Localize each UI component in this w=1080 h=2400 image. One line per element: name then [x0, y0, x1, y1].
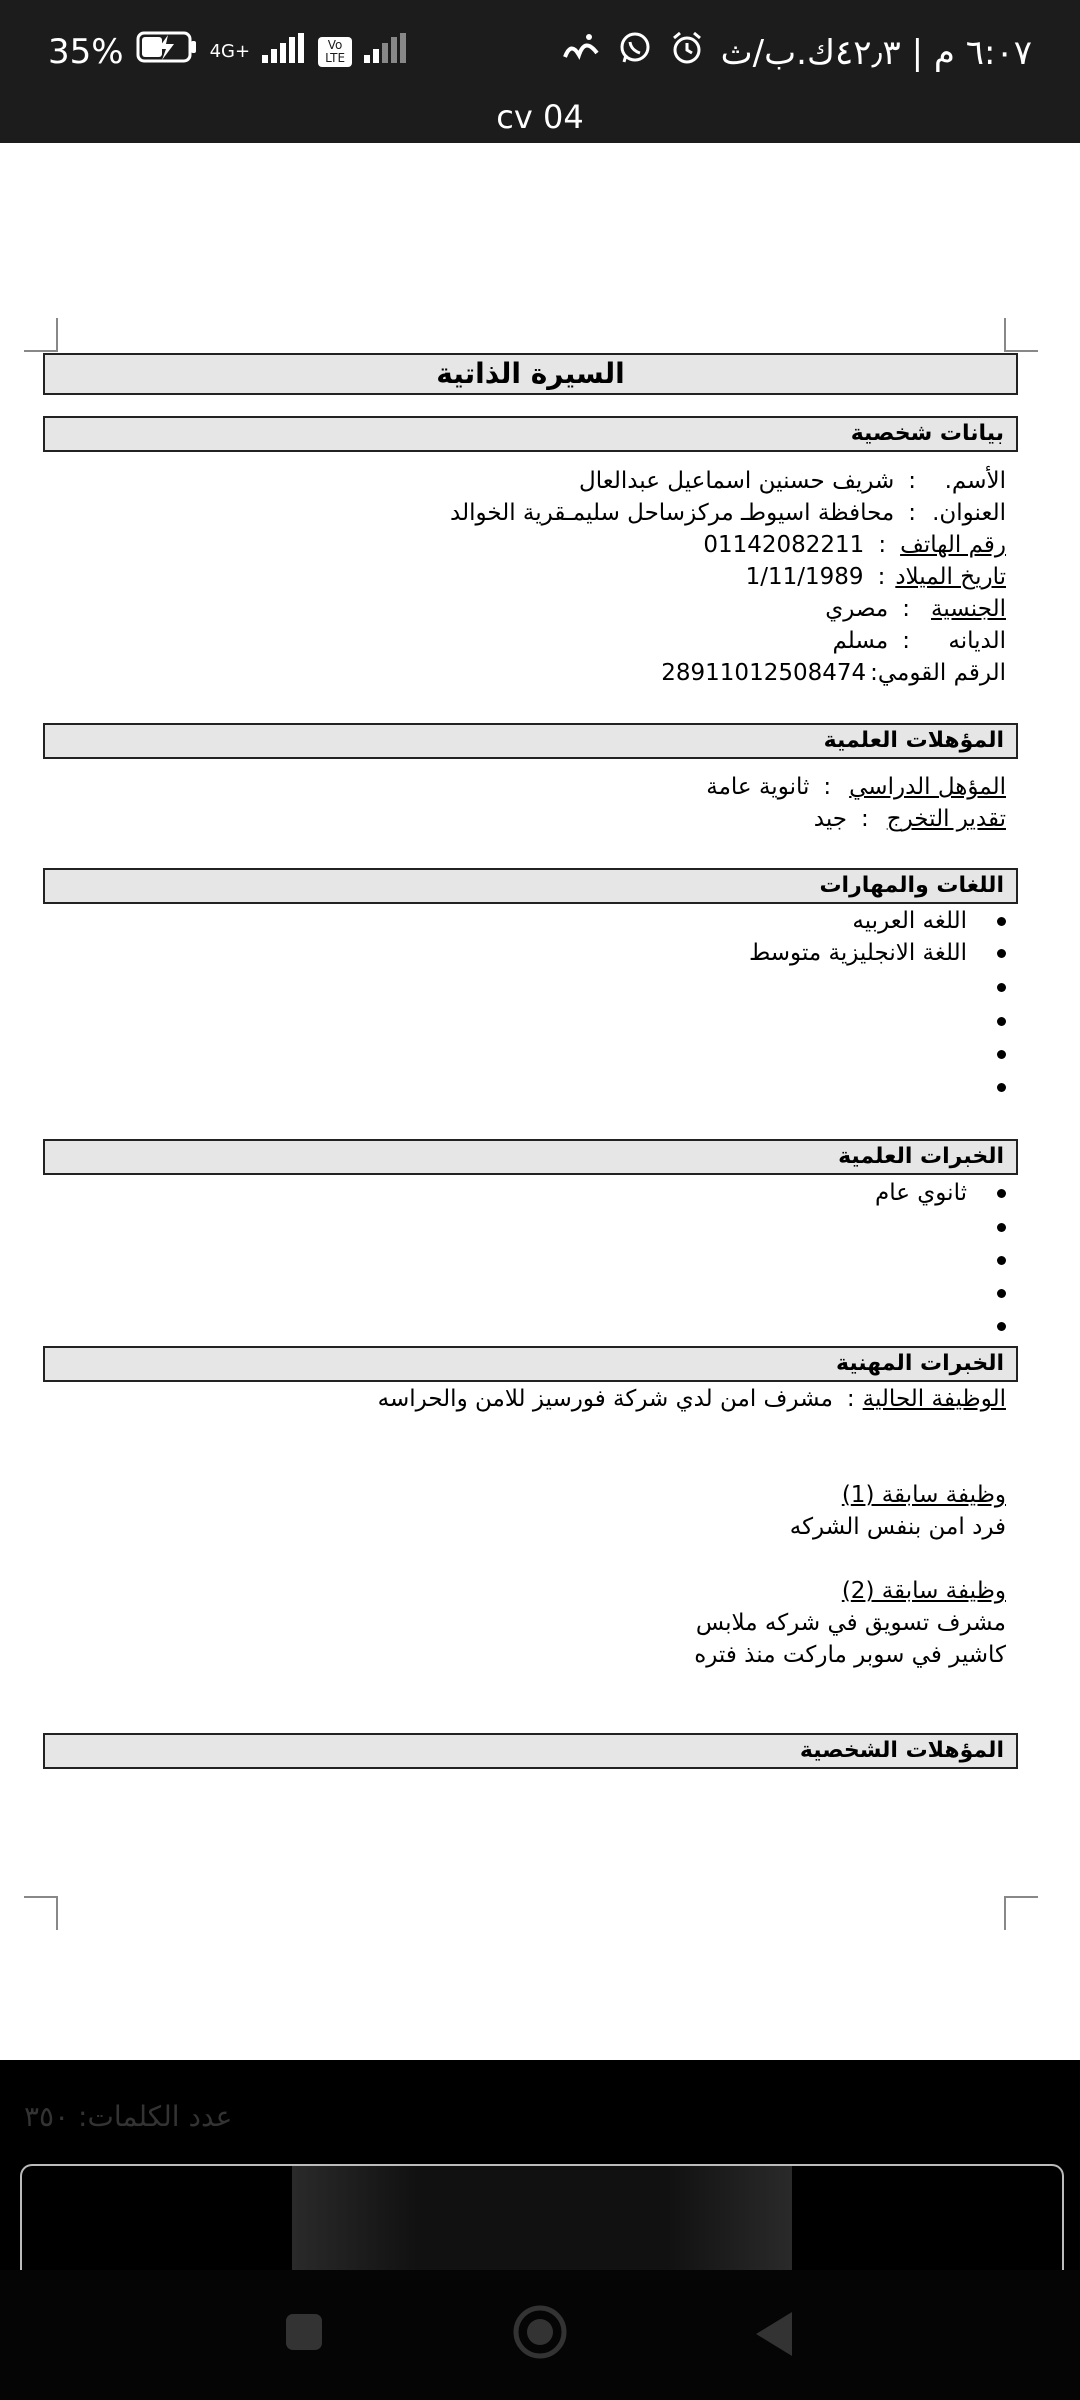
list-item	[967, 1244, 1006, 1276]
list-item	[852, 905, 1006, 937]
field-value: شريف حسنين اسماعيل عبدالعال	[579, 468, 895, 494]
list-item	[967, 1277, 1006, 1309]
signal-weak-icon	[364, 31, 408, 72]
whatsapp-icon	[617, 30, 653, 75]
list-item	[967, 1038, 1006, 1070]
field-value: 28911012508474	[661, 660, 867, 686]
section-education-heading: المؤهلات العلمية	[43, 723, 1018, 759]
status-bar	[0, 0, 1080, 95]
network-type: 4G+	[209, 41, 251, 62]
list-item	[967, 1071, 1006, 1103]
recents-icon[interactable]	[282, 2310, 326, 2358]
clock: ٦:٠٧ م | ٤٢٫٣ك.ب/ث	[720, 32, 1032, 73]
section-professional-heading: الخبرات المهنية	[43, 1346, 1018, 1382]
section-personal-quals-heading: المؤهلات الشخصية	[43, 1733, 1018, 1769]
volte-icon	[318, 37, 352, 67]
field-separator: :	[908, 468, 916, 494]
word-count: عدد الكلمات: ٣٥٠	[24, 2100, 233, 2133]
education-row-grade	[814, 803, 1006, 835]
list-item	[749, 937, 1006, 969]
list-item	[967, 971, 1006, 1003]
list-item-text: اللغه العربيه	[852, 908, 967, 934]
navigation-bar	[0, 2270, 1080, 2400]
bullet-icon	[997, 949, 1006, 958]
bullet-icon	[997, 1322, 1006, 1331]
document-title: cv 04	[496, 98, 584, 136]
list-item-text: ثانوي عام	[875, 1180, 967, 1206]
list-item	[967, 1005, 1006, 1037]
bullet-icon	[997, 1289, 1006, 1298]
personal-row-religion	[832, 625, 1006, 657]
field-label: تاريخ الميلاد	[895, 564, 1006, 590]
field-label: الأسم.	[944, 468, 1006, 494]
personal-row-address	[450, 497, 1006, 529]
field-label: الرقم القومي	[877, 660, 1006, 686]
previous-job-2-label: وظيفة سابقة (2)	[841, 1578, 1006, 1604]
field-label: الوظيفة الحالية	[862, 1386, 1006, 1412]
field-value: مشرف امن لدي شركة فورسيز للامن والحراسه	[377, 1386, 833, 1412]
field-separator: :	[846, 1386, 855, 1412]
battery-charging-icon	[136, 30, 198, 73]
previous-job-2-line: كاشير في سوبر ماركت منذ فتره	[694, 1642, 1006, 1668]
bullet-icon	[997, 1189, 1006, 1198]
field-separator: :	[878, 532, 887, 558]
bullet-icon	[997, 1050, 1006, 1059]
field-label: رقم الهاتف	[900, 532, 1006, 558]
field-separator: :	[908, 500, 916, 526]
keyboard-preview[interactable]	[20, 2164, 1064, 2276]
field-label: العنوان.	[932, 500, 1006, 526]
bullet-icon	[997, 1083, 1006, 1092]
field-separator: :	[861, 806, 869, 832]
field-value: ثانوية عامة	[706, 774, 810, 800]
personal-row-birthdate	[746, 561, 1006, 593]
field-value: مسلم	[832, 628, 889, 654]
field-value: 1/11/1989	[745, 564, 864, 590]
bullet-icon	[997, 983, 1006, 992]
crop-mark-top-right	[1004, 318, 1038, 352]
personal-row-nationality	[825, 593, 1006, 625]
list-item	[967, 1211, 1006, 1243]
app-icon	[561, 31, 601, 74]
personal-row-name	[579, 465, 1006, 497]
section-languages-heading: اللغات والمهارات	[43, 868, 1018, 904]
bullet-icon	[997, 1223, 1006, 1232]
education-row-degree	[706, 771, 1006, 803]
signal-icon	[262, 31, 306, 72]
field-value: 01142082211	[703, 532, 865, 558]
field-separator: :	[902, 596, 910, 622]
keyboard-preview-blurred	[292, 2166, 792, 2276]
field-separator: :	[902, 628, 910, 654]
list-item	[967, 1310, 1006, 1342]
home-icon[interactable]	[512, 2304, 568, 2364]
bullet-icon	[997, 1017, 1006, 1026]
back-icon[interactable]	[752, 2310, 796, 2362]
field-separator: :	[877, 564, 886, 590]
field-separator: :	[870, 660, 878, 686]
field-value: مصري	[825, 596, 889, 622]
field-value: جيد	[813, 806, 848, 832]
field-label: تقدير التخرج	[886, 806, 1006, 832]
list-item-text: اللغة الانجليزية متوسط	[748, 940, 967, 966]
field-value: محافظة اسيوطـ مركزساحل سليمـقرية الخوالد	[450, 500, 895, 526]
document-title-bar	[0, 95, 1080, 143]
bullet-icon	[997, 1256, 1006, 1265]
field-label: المؤهل الدراسي	[849, 774, 1006, 800]
personal-row-national-id	[661, 657, 1006, 689]
section-scientific-heading: الخبرات العلمية	[43, 1139, 1018, 1175]
field-separator: :	[823, 774, 832, 800]
cv-title: السيرة الذاتية	[43, 353, 1018, 395]
document-page[interactable]	[0, 143, 1080, 2060]
battery-level: 35%	[48, 31, 124, 72]
previous-job-1-line: فرد امن بنفس الشركه	[789, 1514, 1006, 1540]
previous-job-1-label: وظيفة سابقة (1)	[841, 1482, 1006, 1508]
alarm-icon	[669, 30, 705, 75]
section-personal-heading: بيانات شخصية	[43, 416, 1018, 452]
personal-row-phone	[703, 529, 1006, 561]
crop-mark-top-left	[24, 318, 58, 352]
crop-mark-bottom-right	[1004, 1896, 1038, 1930]
crop-mark-bottom-left	[24, 1896, 58, 1930]
field-label: الديانه	[948, 628, 1006, 654]
list-item	[875, 1177, 1006, 1209]
volte-label: Vo LTE	[325, 37, 346, 65]
professional-row-current	[378, 1383, 1006, 1415]
bullet-icon	[997, 917, 1006, 926]
previous-job-2-line: مشرف تسويق في شركه ملابس	[695, 1610, 1006, 1636]
field-label: الجنسية	[931, 596, 1006, 622]
